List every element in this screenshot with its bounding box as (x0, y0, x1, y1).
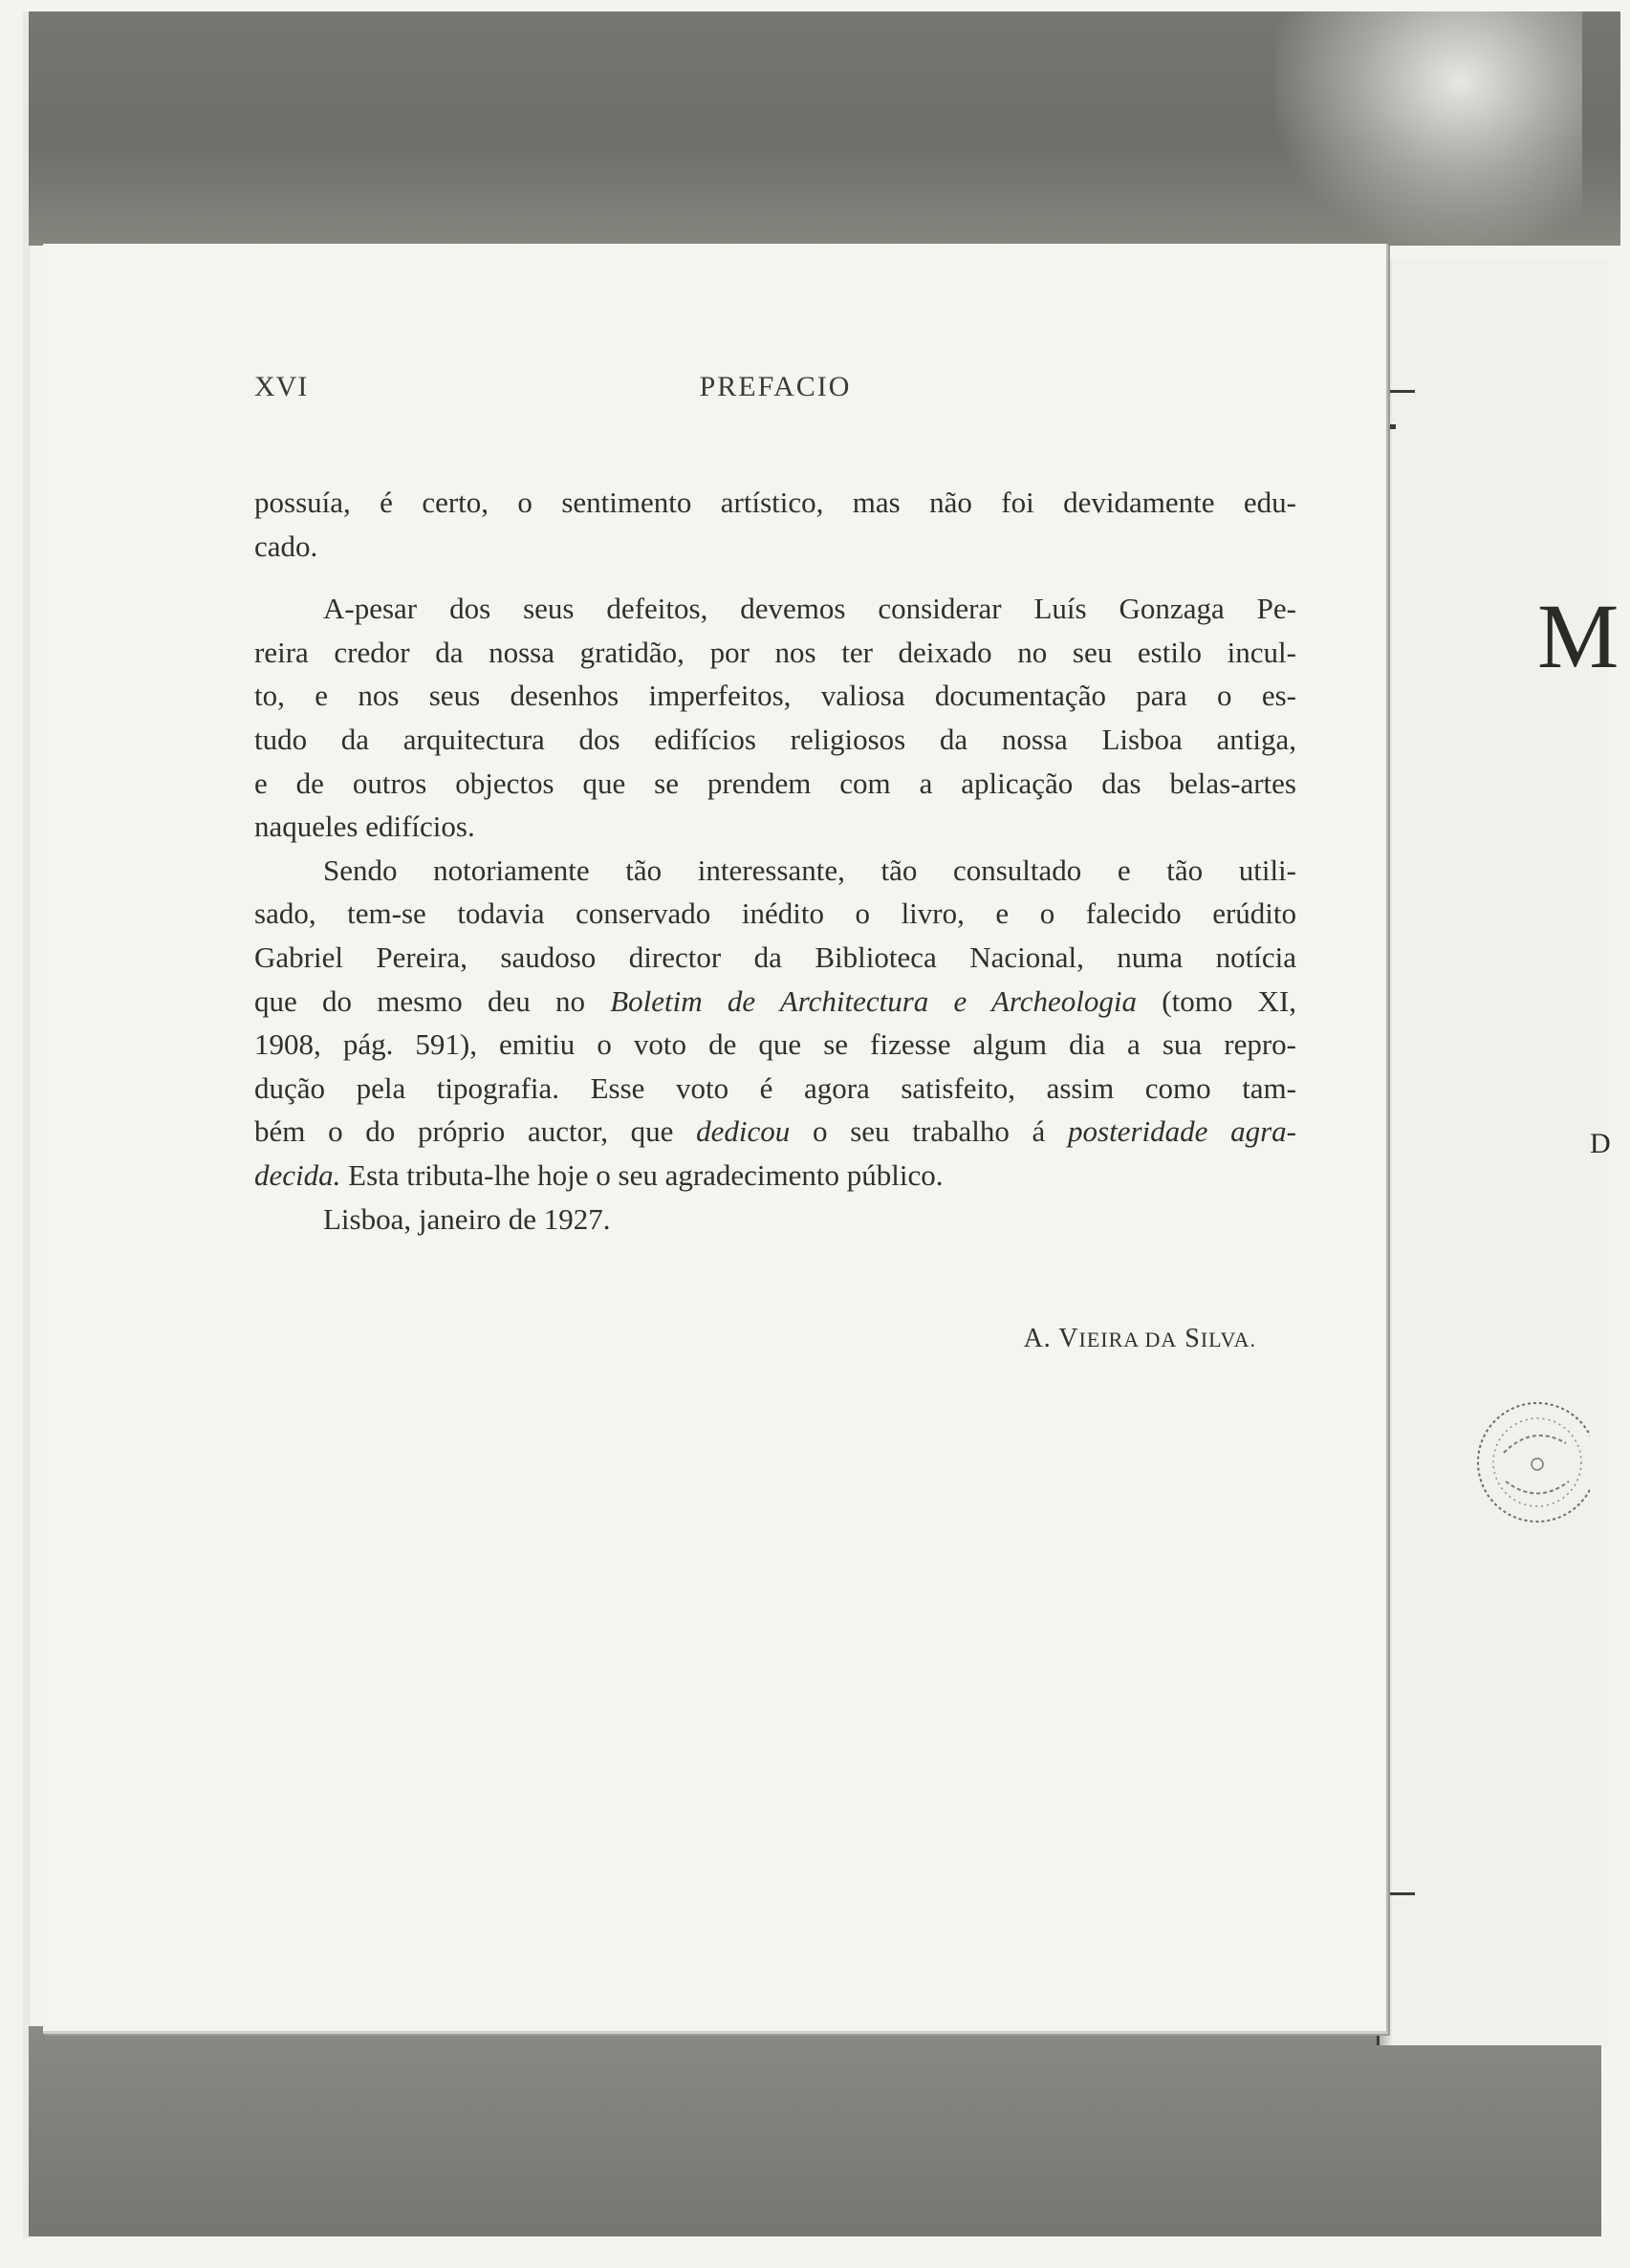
text-line (254, 1110, 1296, 1154)
library-stamp (1446, 1386, 1590, 1529)
sig-part: ILVA. (1200, 1328, 1256, 1351)
text-line: dução pela tipografia. Esse voto é agora satisfeito, assim como tam- (254, 1070, 1296, 1105)
light-glare (1276, 11, 1582, 246)
body-text (254, 481, 1296, 1241)
author-signature (254, 1324, 1256, 1354)
text-line: 1908, pág. 591), emitiu o voto de que se fizesse algum dia a sua repro- (254, 1027, 1296, 1062)
photo-backdrop-top (29, 11, 1620, 246)
paragraph (254, 849, 1296, 1241)
text-run: o seu trabalho á (813, 1114, 1046, 1149)
photo-edge (23, 11, 31, 2238)
text-run: bém o do próprio auctor, que (254, 1114, 674, 1149)
paragraph (254, 481, 1296, 568)
page-title: PREFACIO (699, 371, 852, 402)
text-line: naqueles edifícios. (254, 810, 475, 844)
facing-page-letter: M (1537, 585, 1621, 687)
paragraph (254, 587, 1296, 849)
emphasis: decida. (254, 1157, 341, 1192)
journal-title: Boletim de Architectura e Archeologia (610, 983, 1138, 1018)
dateline: Lisboa, janeiro de 1927. (323, 1201, 611, 1236)
facing-page-letter: D (1590, 1128, 1611, 1159)
sig-part: IEIRA DA (1078, 1328, 1178, 1351)
emphasis: dedicou (696, 1114, 791, 1149)
running-head (254, 371, 1296, 409)
text-run: (tomo XI, (1162, 983, 1297, 1018)
text-line (254, 980, 1296, 1024)
book-page (43, 244, 1388, 2034)
text-line: tudo da arquitectura dos edifícios religiosos da nossa Lisboa antiga, (254, 722, 1296, 756)
text-line: A-pesar dos seus defeitos, devemos considerar Luís Gonzaga Pe- (323, 592, 1296, 626)
text-line (254, 1154, 1296, 1198)
text-line: to, e nos seus desenhos imperfeitos, valiosa documentação para o es- (254, 679, 1296, 713)
text-line: reira credor da nossa gratidão, por nos ter deixado no seu estilo incul- (254, 635, 1296, 669)
photo-backdrop-bottom (29, 2026, 1601, 2236)
text-line: possuía, é certo, o sentimento artístico, mas não foi devidamente edu- (254, 486, 1296, 519)
emphasis: posteridade agra- (1068, 1114, 1297, 1149)
text-run: que do mesmo deu no (254, 983, 585, 1018)
sig-part: A. V (1023, 1324, 1079, 1353)
text-line: cado. (254, 529, 318, 563)
text-line: sado, tem-se todavia conservado inédito o livro, e o falecido erúdito (254, 896, 1296, 931)
text-line: e de outros objectos que se prendem com a aplicação das belas-artes (254, 766, 1296, 800)
text-line: Gabriel Pereira, saudoso director da Biblioteca Nacional, numa notícia (254, 940, 1296, 974)
sig-part: S (1177, 1324, 1201, 1353)
text-line: Sendo notoriamente tão interessante, tão consultado e tão utili- (323, 853, 1296, 887)
text-run: Esta tributa-lhe hoje o seu agradecimento público. (348, 1157, 944, 1192)
page-number: XVI (254, 371, 309, 402)
facing-page (1377, 258, 1621, 2045)
